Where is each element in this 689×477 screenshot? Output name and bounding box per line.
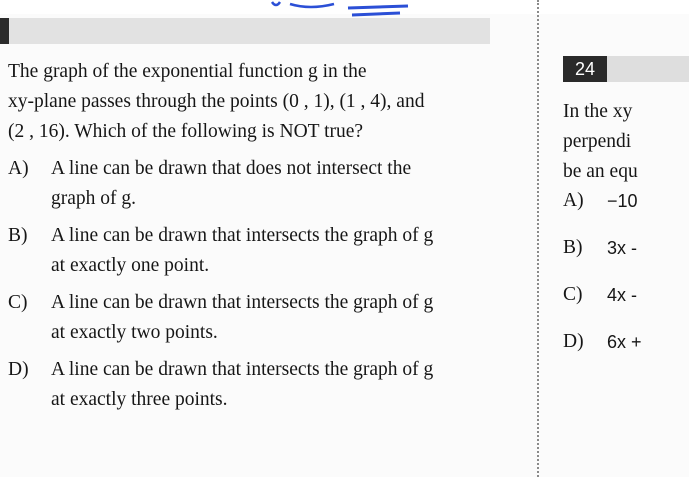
stem-line: xy-plane passes through the points (0 , 1), (1 , 4), and <box>8 91 425 112</box>
right-choice-c[interactable] <box>563 280 689 310</box>
stem-line: In the xy <box>563 101 633 122</box>
choice-value: 4x - <box>607 285 638 305</box>
choice-line: A line can be drawn that intersects the graph of g <box>51 359 434 380</box>
choice-value: 3x - <box>607 238 638 258</box>
stem-line: (2 , 16). Which of the following is NOT true? <box>8 121 364 142</box>
choice-a[interactable] <box>8 154 518 214</box>
header-marker <box>0 18 9 44</box>
choice-b[interactable] <box>8 221 518 281</box>
choice-line: at exactly three points. <box>51 389 228 410</box>
question-stem <box>8 57 518 147</box>
choice-line: at exactly one point. <box>51 255 210 276</box>
stem-line: be an equ <box>563 161 638 182</box>
stem-line: perpendi <box>563 131 632 152</box>
choice-letter: A) <box>8 158 29 179</box>
stem-line: The graph of the exponential function g in the <box>8 61 367 82</box>
choice-letter: D) <box>563 331 584 352</box>
column-divider <box>537 0 539 477</box>
question-right-stem <box>563 97 689 187</box>
choice-letter: C) <box>8 292 28 313</box>
choice-letter: B) <box>8 225 28 246</box>
choice-letter: D) <box>8 359 29 380</box>
choice-value: 6x + <box>607 332 642 352</box>
choice-line: A line can be drawn that intersects the graph of g <box>51 225 434 246</box>
right-choice-d[interactable] <box>563 327 689 357</box>
section-header-bar <box>0 18 490 44</box>
choice-line: graph of g. <box>51 188 137 209</box>
question-right-choices <box>563 186 689 374</box>
choice-c[interactable] <box>8 288 518 348</box>
question-number: 24 <box>563 56 607 82</box>
choice-line: A line can be drawn that does not intersect the <box>51 158 412 179</box>
choice-line: A line can be drawn that intersects the graph of g <box>51 292 434 313</box>
question-number-bar <box>563 56 689 82</box>
right-choice-b[interactable] <box>563 233 689 263</box>
choice-value: −10 <box>607 191 638 211</box>
right-choice-a[interactable] <box>563 186 689 216</box>
choice-line: at exactly two points. <box>51 322 218 343</box>
choice-letter: B) <box>563 237 583 258</box>
choice-d[interactable] <box>8 355 518 415</box>
choice-letter: A) <box>563 190 584 211</box>
choice-letter: C) <box>563 284 583 305</box>
question-left <box>8 57 518 415</box>
